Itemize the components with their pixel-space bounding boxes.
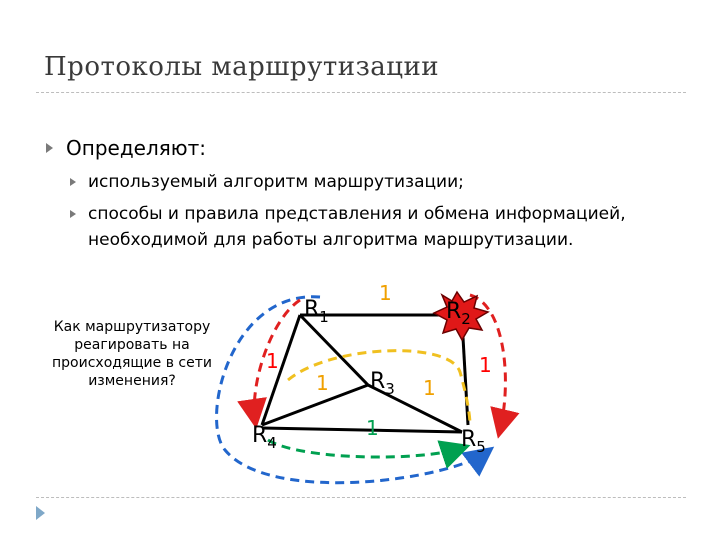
sub-bullet-2-continuation: необходимой для работы алгоритма маршрутизации. bbox=[88, 230, 574, 250]
main-bullet: Определяют: bbox=[66, 136, 206, 160]
sub-bullet-1: используемый алгоритм маршрутизации; bbox=[88, 172, 464, 192]
weight-r3-r5: 1 bbox=[423, 376, 436, 400]
weight-r3-r4: 1 bbox=[366, 416, 379, 440]
link-r4-r5 bbox=[262, 428, 462, 432]
slide-title: Протоколы маршрутизации bbox=[44, 52, 440, 82]
router-r3-label: $R_3$ bbox=[370, 369, 395, 398]
link-r1-r3 bbox=[300, 315, 368, 385]
question-text: Как маршрутизатору реагировать на происходящие в сети изменения? bbox=[52, 319, 212, 389]
router-r4-label: $R_4$ bbox=[252, 423, 277, 452]
footer-divider bbox=[36, 497, 686, 498]
weight-r1-r2: 1 bbox=[379, 281, 392, 305]
weight-r1-r4: 1 bbox=[266, 349, 279, 373]
sub-bullet-2: способы и правила представления и обмена информацией, bbox=[88, 204, 626, 224]
link-r3-r4 bbox=[262, 385, 368, 425]
router-r5-label: $R_5$ bbox=[461, 427, 486, 456]
router-r1-label: $R_1$ bbox=[304, 297, 329, 326]
path-green bbox=[268, 440, 462, 457]
router-r2-label: $R_2$ bbox=[446, 299, 471, 328]
weight-r2-r5: 1 bbox=[479, 353, 492, 377]
footer-arrow-icon bbox=[36, 506, 45, 520]
weight-r1-r3: 1 bbox=[316, 371, 329, 395]
